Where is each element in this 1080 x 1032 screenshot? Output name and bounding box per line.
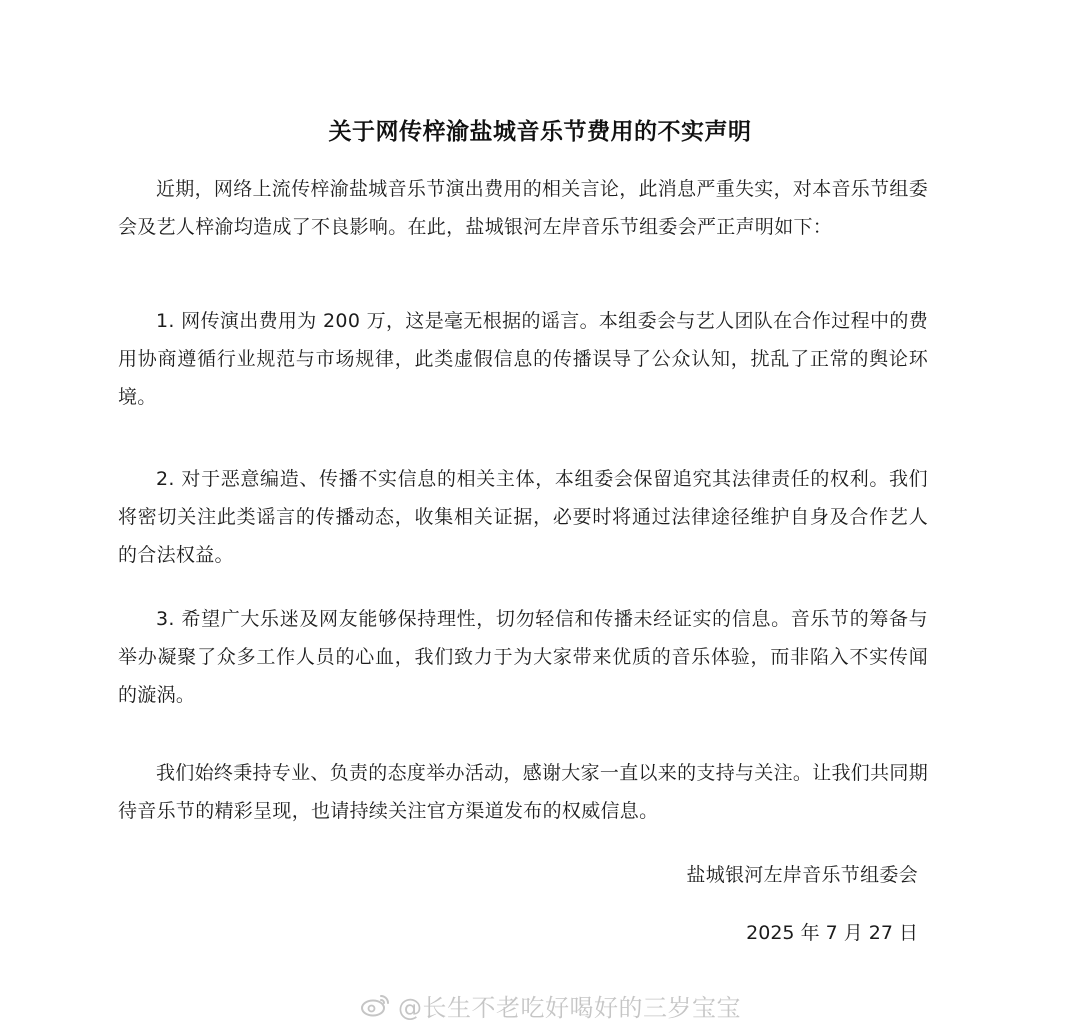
document-title: 关于网传梓渝盐城音乐节费用的不实声明 [328, 119, 752, 145]
point-3-paragraph: 3. 希望广大乐迷及网友能够保持理性，切勿轻信和传播未经证实的信息。音乐节的筹备与举办凝聚了众多工作人员的心血，我们致力于为大家带来优质的音乐体验，而非陷入不实传闻的漩涡。 [118, 608, 928, 706]
watermark-text: @长生不老吃好喝好的三岁宝宝 [398, 993, 741, 1022]
weibo-logo-icon [360, 992, 392, 1018]
issuer-signature: 盐城银河左岸音乐节组委会 [686, 864, 918, 886]
point-1-paragraph: 1. 网传演出费用为 200 万，这是毫无根据的谣言。本组委会与艺人团队在合作过程中的费用协商遵循行业规范与市场规律，此类虚假信息的传播误导了公众认知，扰乱了正常的舆论环境。 [118, 310, 928, 408]
closing-paragraph: 我们始终秉持专业、负责的态度举办活动，感谢大家一直以来的支持与关注。让我们共同期待音乐节的精彩呈现，也请持续关注官方渠道发布的权威信息。 [118, 762, 929, 822]
point-2-paragraph: 2. 对于恶意编造、传播不实信息的相关主体，本组委会保留追究其法律责任的权利。我们将密切关注此类谣言的传播动态，收集相关证据，必要时将通过法律途径维护自身及合作艺人的合法权益。 [118, 468, 928, 566]
issue-date: 2025 年 7 月 27 日 [746, 922, 918, 944]
intro-paragraph: 近期，网络上流传梓渝盐城音乐节演出费用的相关言论，此消息严重失实，对本音乐节组委会及艺人梓渝均造成了不良影响。在此，盐城银河左岸音乐节组委会严正声明如下： [118, 178, 929, 238]
watermark [360, 985, 741, 1025]
